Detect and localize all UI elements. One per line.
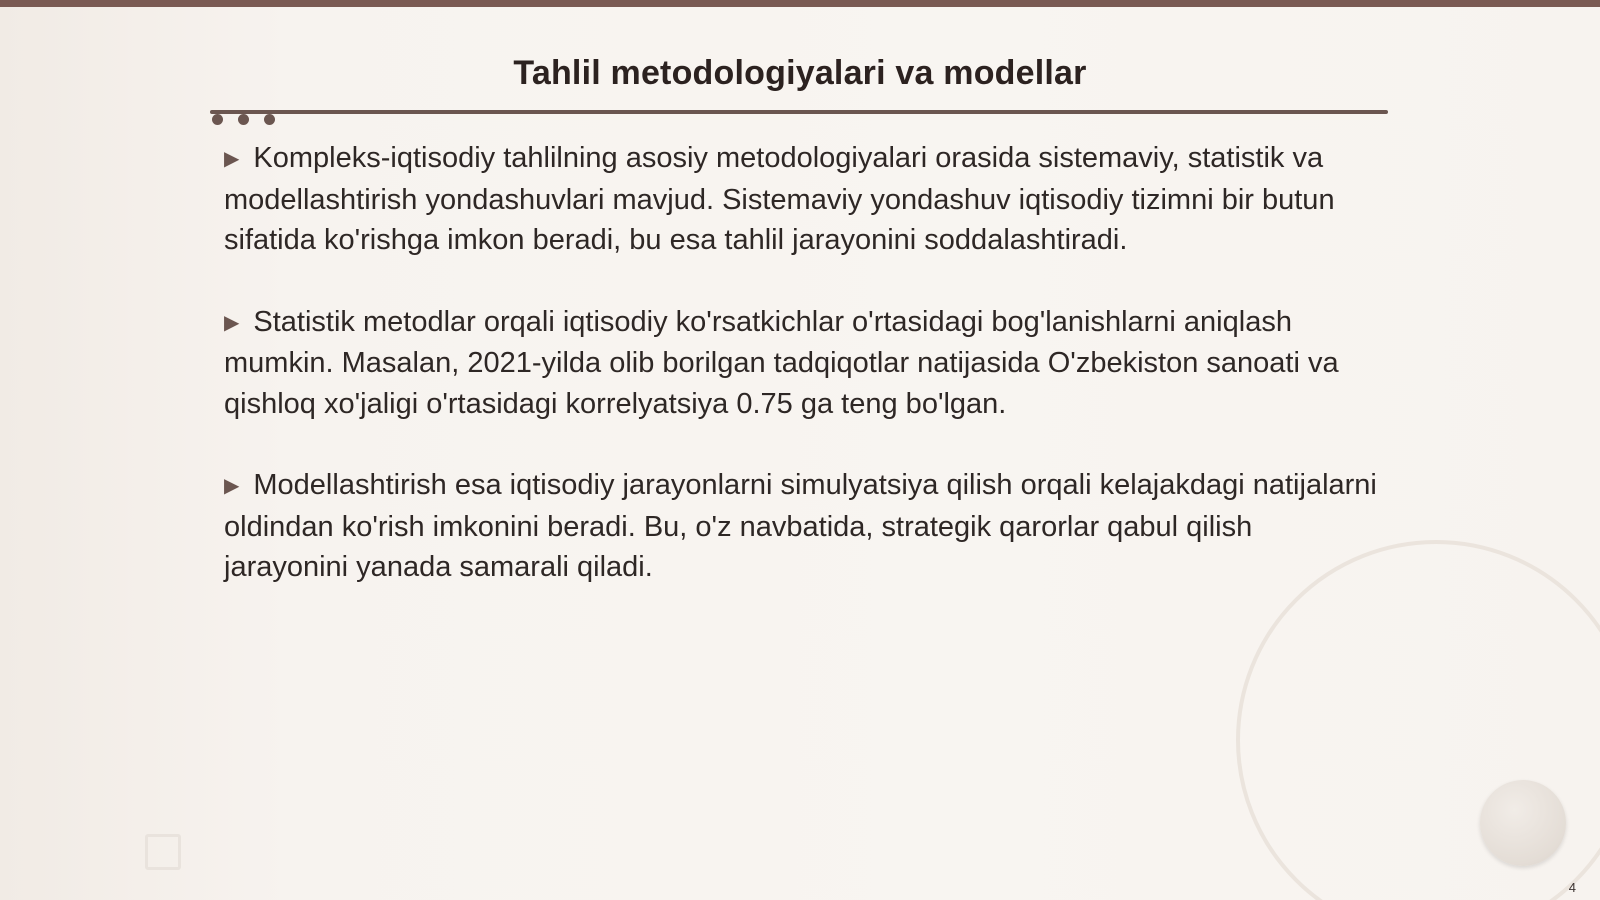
bullet-item bbox=[224, 138, 1384, 261]
top-accent-bar bbox=[0, 0, 1600, 7]
bullet-text: Modellashtirish esa iqtisodiy jarayonlarni simulyatsiya qilish orqali kelajakdagi natijalarni oldindan ko'rish imkonini beradi. Bu, o'z navbatida, strategik qarorlar qabul qilish jarayonini yanada samarali qiladi. bbox=[224, 469, 1377, 583]
decorative-dot bbox=[212, 114, 223, 125]
decorative-square bbox=[145, 834, 181, 870]
slide-title: Tahlil metodologiyalari va modellar bbox=[513, 54, 1087, 92]
bullet-list bbox=[224, 138, 1384, 629]
bullet-item bbox=[224, 302, 1384, 425]
bullet-item bbox=[224, 465, 1384, 588]
decorative-dot bbox=[238, 114, 249, 125]
decorative-circle bbox=[1480, 780, 1566, 866]
bullet-text: Statistik metodlar orqali iqtisodiy ko'rsatkichlar o'rtasidagi bog'lanishlarni aniqlash mumkin. Masalan, 2021-yilda olib borilgan tadqiqotlar natijasida O'zbekiston sanoati va qishloq xo'jaligi o'rtasidagi korrelyatsiya 0.75 ga teng bo'lgan. bbox=[224, 305, 1339, 420]
triangle-bullet-icon: ▶ bbox=[224, 475, 240, 497]
page-number: 4 bbox=[1568, 880, 1576, 895]
triangle-bullet-icon: ▶ bbox=[224, 311, 240, 334]
triangle-bullet-icon: ▶ bbox=[224, 148, 240, 170]
decorative-dot bbox=[264, 114, 275, 125]
bullet-text: Kompleks-iqtisodiy tahlilning asosiy metodologiyalari orasida sistemaviy, statistik va modellashtirish yondashuvlari mavjud. Sistemaviy yondashuv iqtisodiy tizimni bir butun sifatida ko'rishga imkon beradi, bu esa tahlil jarayonini soddalashtiradi. bbox=[224, 142, 1335, 256]
title-divider bbox=[210, 110, 1388, 114]
